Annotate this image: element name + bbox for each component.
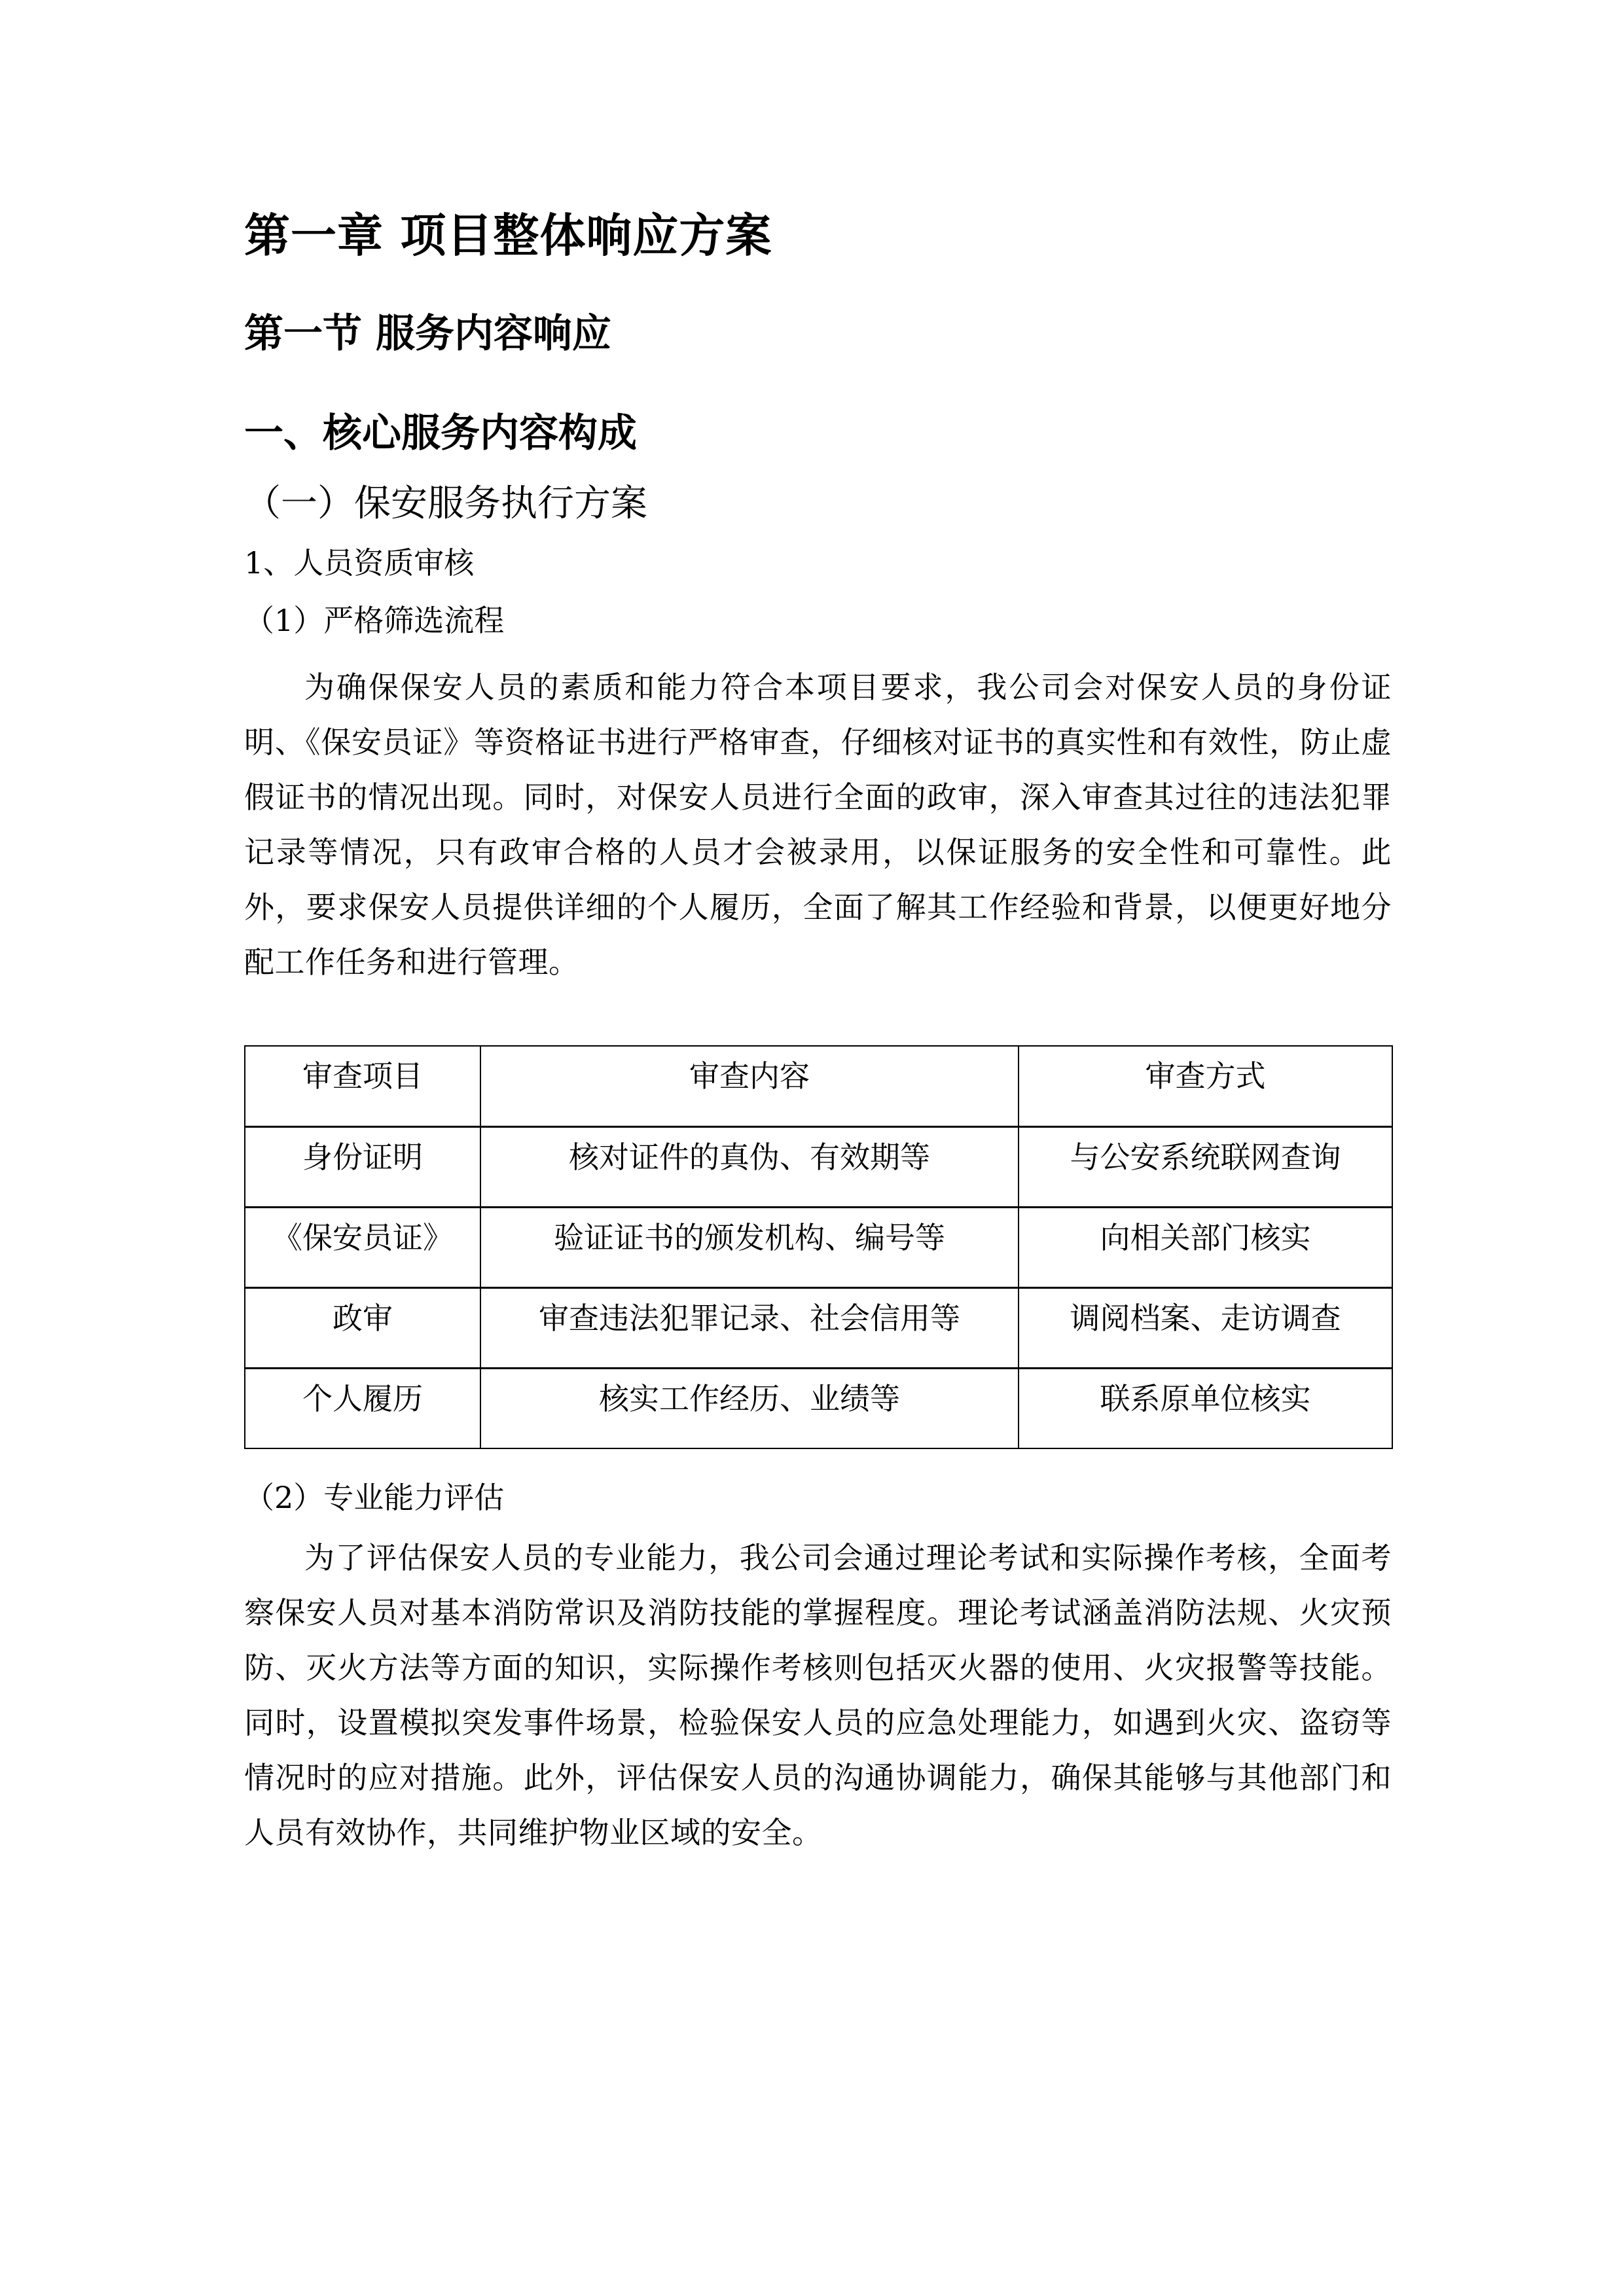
table-row — [245, 1126, 1392, 1207]
table-cell: 验证证书的颁发机构、编号等 — [480, 1207, 1019, 1287]
table-row — [245, 1207, 1392, 1287]
table-row — [245, 1368, 1392, 1448]
table-cell: 政审 — [245, 1287, 480, 1368]
table-cell: 与公安系统联网查询 — [1019, 1126, 1392, 1207]
table-cell: 审查违法犯罪记录、社会信用等 — [480, 1287, 1019, 1368]
table-cell: 核对证件的真伪、有效期等 — [480, 1126, 1019, 1207]
paragraph-screening-process: 为确保保安人员的素质和能力符合本项目要求，我公司会对保安人员的身份证明、《保安员证》等资格证书进行严格审查，仔细核对证书的真实性和有效性，防止虚假证书的情况出现。同时，对保安人员进行全面的政审，深入审查其过往的违法犯罪记录等情况，只有政审合格的人员才会被录用，以保证服务的安全性和可靠性。此外，要求保安人员提供详细的个人履历，全面了解其工作经验和背景，以便更好地分配工作任务和进行管理。 — [244, 670, 1392, 980]
table-row — [245, 1287, 1392, 1368]
table-header-cell: 审查内容 — [480, 1046, 1019, 1126]
section-title: 第一节 服务内容响应 — [244, 311, 611, 357]
part-title: （一）保安服务执行方案 — [244, 482, 647, 525]
table-cell: 核实工作经历、业绩等 — [480, 1368, 1019, 1448]
chapter-title: 第一章 项目整体响应方案 — [244, 209, 772, 262]
subsection-title: 一、核心服务内容构成 — [244, 410, 637, 456]
table-cell: 联系原单位核实 — [1019, 1368, 1392, 1448]
review-table — [244, 1045, 1393, 1449]
item-title: 1、人员资质审核 — [244, 545, 475, 581]
table-header-cell: 审查方式 — [1019, 1046, 1392, 1126]
table-header-cell: 审查项目 — [245, 1046, 480, 1126]
table-cell: 调阅档案、走访调查 — [1019, 1287, 1392, 1368]
table-cell: 《保安员证》 — [245, 1207, 480, 1287]
paragraph-ability-assessment: 为了评估保安人员的专业能力，我公司会通过理论考试和实际操作考核，全面考察保安人员对基本消防常识及消防技能的掌握程度。理论考试涵盖消防法规、火灾预防、灭火方法等方面的知识，实际操作考核则包括灭火器的使用、火灾报警等技能。同时，设置模拟突发事件场景，检验保安人员的应急处理能力，如遇到火灾、盗窃等情况时的应对措施。此外，评估保安人员的沟通协调能力，确保其能够与其他部门和人员有效协作，共同维护物业区域的安全。 — [244, 1540, 1392, 1850]
table-cell: 身份证明 — [245, 1126, 480, 1207]
table-header-row — [245, 1046, 1392, 1126]
subitem-1-title: （1）严格筛选流程 — [244, 603, 505, 638]
table-cell: 向相关部门核实 — [1019, 1207, 1392, 1287]
subitem-2-title: （2）专业能力评估 — [244, 1480, 505, 1515]
table-cell: 个人履历 — [245, 1368, 480, 1448]
